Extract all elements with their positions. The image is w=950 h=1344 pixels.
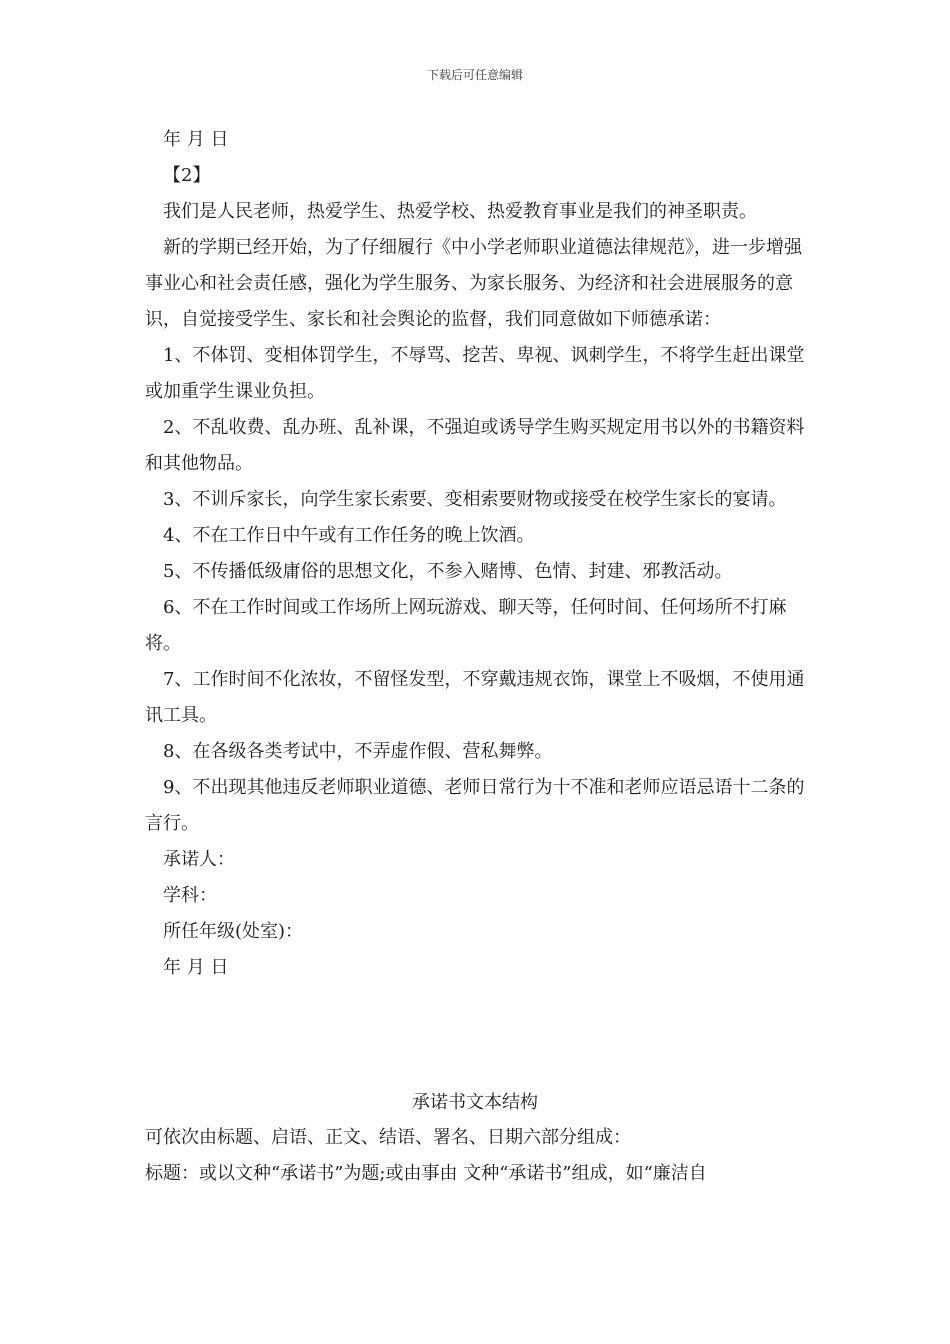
list-item: 6、不在工作时间或工作场所上网玩游戏、聊天等，任何时间、任何场所不打麻将。 [145, 597, 787, 654]
preface-paragraph: 新的学期已经开始，为了仔细履行《中小学老师职业道德法律规范》，进一步增强事业心和社会责任感，强化为学生服务、为家长服务、为经济和社会进展服务的意识，自觉接受学生、家长和社会舆论的监督，我们同意做如下师德承诺： [145, 237, 802, 330]
signature-subject: 学科： [163, 885, 217, 906]
structure-line: 标题：或以文种“承诺书”为题;或由事由 文种“承诺书”组成，如“廉洁自 [145, 1163, 707, 1184]
document-body [145, 122, 815, 986]
list-item: 9、不出现其他违反老师职业道德、老师日常行为十不准和老师应语忌语十二条的言行。 [145, 777, 805, 834]
intro-paragraph: 我们是人民老师，热爱学生、热爱学校、热爱教育事业是我们的神圣职责。 [163, 201, 757, 222]
structure-line: 可依次由标题、启语、正文、结语、署名、日期六部分组成： [145, 1127, 631, 1148]
list-item: 2、不乱收费、乱办班、乱补课，不强迫或诱导学生购买规定用书以外的书籍资料和其他物品。 [145, 417, 805, 474]
list-item: 8、在各级各类考试中，不弄虚作假、营私舞弊。 [163, 741, 553, 762]
header-note: 下载后可任意编辑 [426, 68, 523, 82]
list-item: 3、不训斥家长，向学生家长索要、变相索要财物或接受在校学生家长的宴请。 [163, 489, 787, 510]
list-item: 5、不传播低级庸俗的思想文化，不参入赌博、色情、封建、邪教活动。 [163, 561, 733, 582]
list-item: 1、不体罚、变相体罚学生，不辱骂、挖苦、卑视、讽刺学生，不将学生赶出课堂或加重学生课业负担。 [145, 345, 805, 402]
signature-promisor: 承诺人： [163, 849, 235, 870]
list-item: 4、不在工作日中午或有工作任务的晚上饮酒。 [163, 525, 535, 546]
list-item: 7、工作时间不化浓妆，不留怪发型，不穿戴违规衣饰，课堂上不吸烟，不使用通讯工具。 [145, 669, 805, 726]
top-date: 年 月 日 [163, 129, 229, 150]
section-number: 【2】 [163, 165, 211, 186]
signature-grade: 所任年级(处室)： [163, 921, 304, 942]
structure-title: 承诺书文本结构 [412, 1092, 538, 1113]
signature-date: 年 月 日 [163, 957, 229, 978]
structure-body [145, 1120, 815, 1192]
